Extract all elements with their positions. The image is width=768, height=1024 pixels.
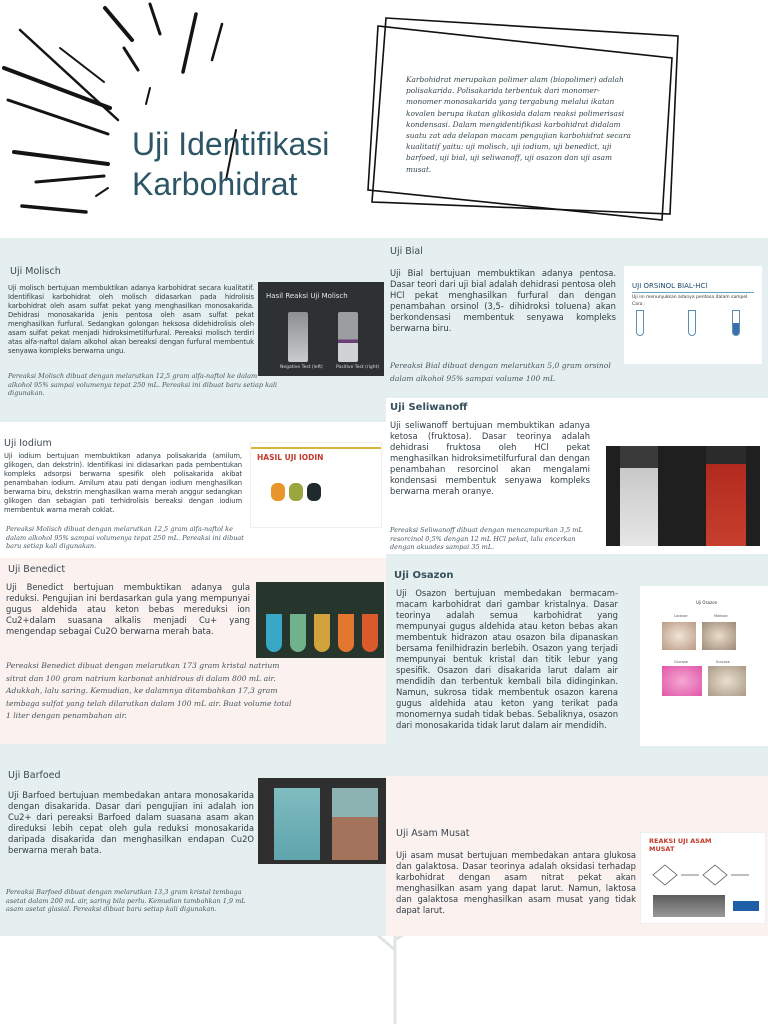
seliwanoff-text: Uji seliwanoff bertujuan membuktikan adanya ketosa (fruktosa). Dasar teorinya adalah dehidrasi fruktosa oleh HCl pekat menghasilkan hidroksimetilfurfural dan dengan penambahan resorcinol akan mengalami kondensasi membentuk senyawa kompleks berwarna merah oranye. — [390, 420, 590, 496]
osazon-text: Uji Osazon bertujuan membedakan bermacam-macam karbohidrat dari gambar kristalnya. Dasar teorinya adalah semua karbohidrat yang mempunyai gugus aldehida atau keton bebas akan membentuk hidrazon atau osazon bila dipanaskan bersama fenilhidrazin berlebih. Osazon yang terjadi mempunyai bentuk kristal dan titik lebur yang spesifik. Osazon dari disakarida larut dalam air mendidih dan terbentuk kembali bila didinginkan. Namun, sukrosa tidak membentuk osazon karena gugus aldehida atau keton yang terikat pada monomernya sudah tidak bebas. Sebaliknya, osazon dari monosakarida tidak larut dalam air mendidih. — [396, 588, 618, 730]
bial-title: Uji Bial — [390, 246, 423, 257]
bial-image-line2: Cara : — [632, 302, 646, 307]
bial-text: Uji Bial bertujuan membuktikan adanya pentosa. Dasar teori dari uji bial adalah dehidrasi pentosa oleh HCl pekat menghasilkan furfural dan dengan penambahan orsinol (3,5- dihidroksi toluena) akan berkondensasi membentuk senyawa kompleks berwarna biru. — [390, 268, 616, 333]
bial-tube3 — [732, 310, 740, 336]
iodium-title: Uji Iodium — [4, 438, 52, 449]
crystal-glucose-label: Glucose — [674, 660, 688, 664]
molisch-image-neg: Negative Test (left) — [280, 365, 323, 370]
asam-musat-title: Uji Asam Musat — [396, 828, 470, 839]
benedict-note: Pereaksi Benedict dibuat dengan melarutkan 173 gram kristal natrium sitrat dan 100 gram natrium karbonat anhidrous di dalam 800 mL air. Adukkah, lalu saring. Kemudian, ke dalamnya ditambahkan 17,3 gram tembaga sulfat yang telah dilarutkan dalam 100 mL air. Buat volume total 1 liter dengan penambahan air. — [6, 661, 292, 720]
osazon-image-title: Uji Osazon — [696, 600, 718, 605]
barfoed-image — [258, 778, 386, 864]
bial-image-title: UJI ORSINOL BIAL-HCl — [632, 282, 708, 290]
molisch-image — [258, 282, 384, 376]
barfoed-note: Pereaksi Barfoed dibuat dengan melarutkan 13,3 gram kristal tembaga asetat dalam 200 mL air, saring bila perlu. Kemudian tambahkan 1,9 mL asam asetat glasial. Pereaksi dibuat baru setiap kali digunakan. — [6, 888, 246, 913]
seliwanoff-image — [606, 446, 760, 546]
tube-seliwanoff-red — [706, 446, 746, 546]
tube-barfoed-blue — [274, 788, 320, 860]
molisch-image-title: Hasil Reaksi Uji Molisch — [266, 292, 348, 300]
iodium-image-bar — [251, 447, 382, 449]
asam-musat-image-title: REAKSI UJI ASAM MUSAT — [649, 837, 712, 853]
osazon-title: Uji Osazon — [394, 570, 454, 581]
crystal-lactose — [662, 622, 696, 650]
bial-image — [624, 266, 762, 364]
bial-image-rule — [632, 292, 754, 293]
osazon-image — [640, 586, 768, 746]
tube-red — [362, 614, 378, 652]
asam-musat-badge — [733, 901, 759, 911]
tube-blue — [266, 614, 282, 652]
asam-musat-text: Uji asam musat bertujuan membedakan antara glukosa dan galaktosa. Dasar teorinya adalah oksidasi terhadap karbohidrat dengan asam nitrat pekat akan menghasilkan asam yang dapat larut. Namun, laktosa dan galaktosa menghasilkan asam musat yang tidak dapat larut. — [396, 850, 636, 915]
molisch-note: Pereaksi Molisch dibuat dengan melarutkan 12,5 gram alfa-naftol ke dalam alkohol 95% sampai volumenya tepat 250 mL. Pereaksi ini dibuat baru setiap kali digunakan. — [8, 372, 278, 397]
asam-musat-tube — [653, 895, 725, 917]
seliwanoff-title: Uji Seliwanoff — [390, 402, 468, 413]
crystal-maltose — [702, 622, 736, 650]
bial-tube1 — [636, 310, 644, 336]
barfoed-title: Uji Barfoed — [8, 770, 61, 781]
molisch-text: Uji molisch bertujuan membuktikan adanya karbohidrat secara kualitatif. Identifikasi karbohidrat oleh molisch didasarkan pada hidrolisis karbohidrat oleh asam sulfat pekat yang menghasilkan monosakarida. Dehidrasi monosakarida jenis pentosa oleh asam sulfat pekat menghasilkan furfural. Sedangkan golongan heksosa didehidrolisis oleh asam sulfat pekat menjadi hidroksimetilfurfural. Pereaksi molisch terdiri atas alfa-naftol dalam alkohol akan bereaksi dengan furfural membentuk senyawa kompleks berwarna ungu. — [8, 284, 254, 355]
crystal-sucrose — [708, 666, 746, 696]
benedict-text: Uji Benedict bertujuan membuktikan adanya gula reduksi. Pengujian ini berdasarkan gula yang mempunyai gugus aldehida atau keton bebas mereduksi ion Cu2+dalam suasana alkalis menjadi Cu+ yang mengendap sebagai Cu2O berwarna merah bata. — [6, 582, 250, 636]
bial-image-line1: Uji ini menunjukkan adanya pentosa dalam sampel. — [632, 295, 749, 300]
crystal-lactose-label: Lactose — [674, 614, 688, 618]
tube-negative — [288, 312, 308, 362]
intro-text: Karbohidrat merupakan polimer alam (biopolimer) adalah polisakarida. Polisakarida terbentuk dari monomer-monomer monosakarida yang tergabung melalui ikatan kovalen berupa ikatan glikosida dalam reaksi polimerisasi kondensasi. Dalam mengidentifikasi karbohidrat didalam suatu zat ada delapan macam pengujian karbohidrat secara kualitatif yaitu: uji molisch, uji iodium, uji benedict, uji barfoed, uji bial, uji seliwanoff, uji osazon dan uji asam musat. — [406, 75, 631, 174]
tube-positive — [338, 312, 358, 362]
crystal-glucose — [662, 666, 702, 696]
crystal-sucrose-label: Sucrose — [716, 660, 730, 664]
benedict-image — [256, 582, 384, 658]
molisch-image-pos: Positive Test (right) — [336, 365, 380, 370]
vial-green — [289, 483, 303, 501]
molisch-title: Uji Molisch — [10, 266, 61, 277]
vial-orange — [271, 483, 285, 501]
crystal-maltose-label: Maltose — [714, 614, 728, 618]
tube-yellow — [314, 614, 330, 652]
page-title: Uji Identifikasi Karbohidrat — [132, 126, 330, 202]
iodium-image — [250, 442, 382, 528]
seliwanoff-note: Pereaksi Seliwanoff dibuat dengan mencampurkan 3,5 mL resorcinol 0,5% dengan 12 mL HCl pekat, lalu encerkan dengan akuades sampai 35 mL. — [390, 526, 583, 551]
bial-tube2 — [688, 310, 696, 336]
iodium-image-title: HASIL UJI IODIN — [257, 453, 324, 462]
tube-teal — [290, 614, 306, 652]
tube-barfoed-brown — [332, 788, 378, 860]
tube-seliwanoff-clear — [620, 446, 658, 546]
bial-note: Pereaksi Bial dibuat dengan melarutkan 5,0 gram orsinol dalam alkohol 95% sampai volume 100 mL — [390, 361, 611, 383]
iodium-text: Uji iodium bertujuan membuktikan adanya polisakarida (amilum, glikogen, dan dekstrin). Identifikasi ini didasarkan pada pembentukan kompleks adsorpsi berwarna spesifik oleh polisakarida akibat penambahan iodium. Amilum atau pati dengan iodium menghasilkan berwarna biru, dekstrin menghasilkan warna merah anggur sedangkan glikogen dan sebagian pati terhidrolisis bereaksi dengan iodium membentuk warna merah coklat. — [4, 452, 242, 514]
asam-musat-image — [640, 832, 766, 924]
benedict-title: Uji Benedict — [8, 564, 66, 575]
iodium-note: Pereaksi Molisch dibuat dengan melarutkan 12,5 gram alfa-naftol ke dalam alkohol 95% sampai volumenya tepat 250 mL. Pereaksi ini dibuat baru setiap kali digunakan. — [6, 525, 244, 550]
barfoed-text: Uji Barfoed bertujuan membedakan antara monosakarida dengan disakarida. Dasar dari pengujian ini adalah ion Cu2+ dari pereaksi Barfoed dalam suasana asam akan direduksi lebih cepat oleh gula reduksi monosakarida daripada disakarida dan menghasilkan endapan Cu2O berwarna merah bata. — [8, 790, 254, 855]
asam-musat-structure — [647, 857, 761, 893]
vial-dark — [307, 483, 321, 501]
tube-orange — [338, 614, 354, 652]
